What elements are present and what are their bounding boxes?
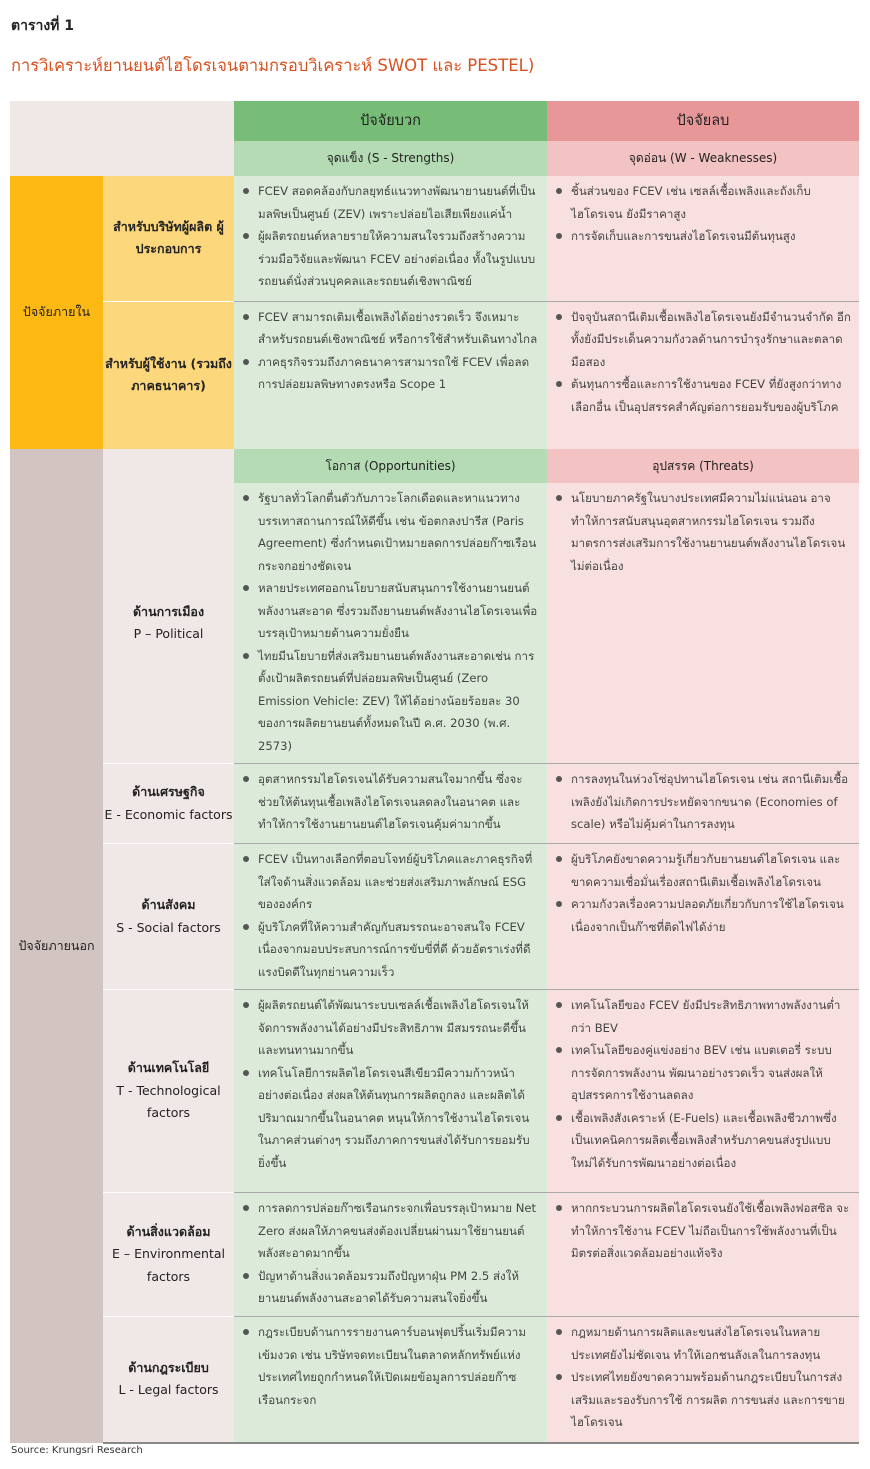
list-item: กฎระเบียบด้านการรายงานคาร์บอนฟุตปริ้นเริ่มมีความเข้มงวด เช่น บริษัทจดทะเบียนในตลาดหลักทรัพย์แห่งประเทศไทยถูกกำหนดให้เปิดเผยข้อมูลการปล่อยก๊าซเรือนกระจก: [258, 1321, 539, 1411]
list-item: ปัจจุบันสถานีเติมเชื้อเพลิงไฮโดรเจนยังมีจำนวนจำกัด อีกทั้งยังมีประเด็นความกังวลด้านการบำรุงรักษาและตลาดมือสอง: [571, 306, 851, 374]
header-weaknesses: จุดอ่อน (W - Weaknesses): [547, 141, 859, 176]
threats-cell: [547, 764, 859, 844]
factor-title: ด้านเทคโนโลยี: [127, 1060, 210, 1076]
factor-title: ด้านสังคม: [141, 897, 196, 912]
opportunities-cell-list: [234, 1197, 547, 1310]
header-negative: ปัจจัยลบ: [547, 101, 859, 141]
opportunities-cell: [234, 844, 547, 990]
list-item: ต้นทุนการซื้อและการใช้งานของ FCEV ที่ยังสูงกว่าทางเลือกอื่น เป็นอุปสรรคสำคัญต่อการยอมรับของผู้บริโภค: [571, 373, 851, 418]
list-item: ไทยมีนโยบายที่ส่งเสริมยานยนต์พลังงานสะอาดเช่น การตั้งเป้าผลิตรถยนต์ที่ปล่อยมลพิษเป็นศูนย์ (Zero Emission Vehicle: ZEV) ให้ได้อย่างน้อยร้อยละ 30 ของการผลิตยานยนต์ทั้งหมดในปี ค.ศ. 2030 (พ.ศ. 2573): [258, 645, 539, 758]
opportunities-cell-list: [234, 848, 547, 983]
threats-cell-list: [547, 768, 859, 836]
opportunities-cell-list: [234, 994, 547, 1174]
threats-cell-list: [547, 1321, 859, 1434]
factor-title: ด้านเศรษฐกิจ: [132, 784, 205, 799]
threats-cell: [547, 1193, 859, 1317]
factor-label: [103, 1317, 234, 1443]
opportunities-cell: [234, 1317, 547, 1443]
header-threats: อุปสรรค (Threats): [547, 449, 859, 483]
list-item: การลดการปล่อยก๊าซเรือนกระจกเพื่อบรรลุเป้าหมาย Net Zero ส่งผลให้ภาคขนส่งต้องเปลี่ยนผ่านมาใช้ยานยนต์พลังสะอาดมากขึ้น: [258, 1197, 539, 1265]
list-item: ชิ้นส่วนของ FCEV เช่น เซลล์เชื้อเพลิงและถังเก็บไฮโดรเจน ยังมีราคาสูง: [571, 180, 851, 225]
list-item: หากกระบวนการผลิตไฮโดรเจนยังใช้เชื้อเพลิงฟอสซิล จะทำให้การใช้งาน FCEV ไม่ถือเป็นการใช้พลังงานที่เป็นมิตรต่อสิ่งแวดล้อมอย่างแท้จริง: [571, 1197, 851, 1265]
list-item: ภาคธุรกิจรวมถึงภาคธนาคารสามารถใช้ FCEV เพื่อลดการปล่อยมลพิษทางตรงหรือ Scope 1: [258, 351, 539, 396]
list-item: FCEV เป็นทางเลือกที่ตอบโจทย์ผู้บริโภคและภาคธุรกิจที่ใส่ใจด้านสิ่งแวดล้อม และช่วยส่งเสริมภาพลักษณ์ ESG ขององค์กร: [258, 848, 539, 916]
factor-label: [103, 764, 234, 844]
list-item: การจัดเก็บและการขนส่งไฮโดรเจนมีต้นทุนสูง: [571, 225, 851, 248]
list-item: อุตสาหกรรมไฮโดรเจนได้รับความสนใจมากขึ้น ซึ่งจะช่วยให้ต้นทุนเชื้อเพลิงไฮโดรเจนลดลงในอนาคต และทำให้การใช้งานยานยนต์ไฮโดรเจนคุ้มค่ามากขึ้น: [258, 768, 539, 836]
list-item: ประเทศไทยยังขาดความพร้อมด้านกฎระเบียบในการส่งเสริมและรองรับการใช้ การผลิต การขนส่ง และการขายไฮโดรเจน: [571, 1366, 851, 1434]
list-item: เชื้อเพลิงสังเคราะห์ (E-Fuels) และเชื้อเพลิงชีวภาพซึ่งเป็นเทคนิคการผลิตเชื้อเพลิงสำหรับภาคขนส่งรูปแบบใหม่ได้รับการพัฒนาอย่างต่อเนื่อง: [571, 1107, 851, 1175]
factor-code: L - Legal factors: [118, 1382, 219, 1398]
table-title: การวิเคราะห์ยานยนต์ไฮโดรเจนตามกรอบวิเคราะห์ SWOT และ PESTEL): [11, 56, 535, 75]
list-item: นโยบายภาครัฐในบางประเทศมีความไม่แน่นอน อาจทำให้การสนับสนุนอุตสาหกรรมไฮโดรเจน รวมถึงมาตรการส่งเสริมการใช้งานยานยนต์พลังงานไฮโดรเจนไม่ต่อเนื่อง: [571, 487, 851, 577]
list-item: FCEV สามารถเติมเชื้อเพลิงได้อย่างรวดเร็ว จึงเหมาะสำหรับรถยนต์เชิงพาณิชย์ หรือการใช้สำหรับเดินทางไกล: [258, 306, 539, 351]
factor-label: [103, 844, 234, 990]
list-item: เทคโนโลยีของคู่แข่งอย่าง BEV เช่น แบตเตอรี่ ระบบการจัดการพลังงาน พัฒนาอย่างรวดเร็ว จนส่งผลให้อุปสรรคการใช้งานลดลง: [571, 1039, 851, 1107]
factor-title: สำหรับบริษัทผู้ผลิต ผู้ประกอบการ: [113, 218, 224, 257]
list-item: ความกังวลเรื่องความปลอดภัยเกี่ยวกับการใช้ไฮโดรเจน เนื่องจากเป็นก๊าซที่ติดไฟได้ง่าย: [571, 893, 851, 938]
factor-code: P – Political: [133, 626, 204, 641]
list-item: ผู้บริโภคที่ให้ความสำคัญกับสมรรถนะอาจสนใจ FCEV เนื่องจากมอบประสบการณ์การขับขี่ที่ดี ด้วยอัตราเร่งที่ดีแรงบิดดีในทุกย่านความเร็ว: [258, 916, 539, 984]
weaknesses-cell-list: [547, 306, 859, 419]
weaknesses-cell: [547, 176, 859, 301]
opportunities-cell-list: [234, 487, 547, 757]
factor-label: [103, 1193, 234, 1317]
list-item: กฎหมายด้านการผลิตและขนส่งไฮโดรเจนในหลายประเทศยังไม่ชัดเจน ทำให้เอกชนลังเลในการลงทุน: [571, 1321, 851, 1366]
factor-title: ด้านการเมือง: [132, 603, 205, 619]
opportunities-cell-list: [234, 768, 547, 836]
group-external: ปัจจัยภายนอก: [10, 449, 103, 1443]
factor-label: [103, 176, 234, 301]
factor-title: ด้านสิ่งแวดล้อม: [126, 1223, 211, 1239]
threats-cell: [547, 990, 859, 1193]
header-opportunities: โอกาส (Opportunities): [234, 449, 547, 483]
list-item: ผู้ผลิตรถยนต์หลายรายให้ความสนใจรวมถึงสร้างความร่วมมือวิจัยและพัฒนา FCEV อย่างต่อเนื่อง ทั้งในรูปแบบรถยนต์นั่งส่วนบุคคลและรถยนต์เชิงพาณิชย์: [258, 225, 539, 293]
list-item: การลงทุนในห่วงโซ่อุปทานไฮโดรเจน เช่น สถานีเติมเชื้อเพลิงยังไม่เกิดการประหยัดจากขนาด (Economies of scale) หรือไม่คุ้มค่าในการลงทุน: [571, 768, 851, 836]
factor-code: T - Technological factors: [116, 1082, 221, 1121]
list-item: ผู้ผลิตรถยนต์ได้พัฒนาระบบเซลล์เชื้อเพลิงไฮโดรเจนให้จัดการพลังงานได้อย่างมีประสิทธิภาพ มีสมรรถนะดีขึ้นและทนทานมากขึ้น: [258, 994, 539, 1062]
list-item: เทคโนโลยีของ FCEV ยังมีประสิทธิภาพทางพลังงานต่ำกว่า BEV: [571, 994, 851, 1039]
threats-cell-list: [547, 487, 859, 577]
group-internal: ปัจจัยภายใน: [10, 176, 103, 449]
header-blank-external: [103, 449, 234, 483]
list-item: FCEV สอดคล้องกับกลยุทธ์แนวทางพัฒนายานยนต์ที่เป็นมลพิษเป็นศูนย์ (ZEV) เพราะปล่อยไอเสียเพียงแค่น้ำ: [258, 180, 539, 225]
source-note: Source: Krungsri Research: [11, 1445, 143, 1456]
threats-cell: [547, 483, 859, 764]
list-item: หลายประเทศออกนโยบายสนับสนุนการใช้งานยานยนต์พลังงานสะอาด ซึ่งรวมถึงยานยนต์พลังงานไฮโดรเจนเพื่อบรรลุเป้าหมายด้านความยั่งยืน: [258, 577, 539, 645]
strengths-cell: [234, 301, 547, 449]
factor-label: [103, 990, 234, 1193]
opportunities-cell: [234, 1193, 547, 1317]
weaknesses-cell-list: [547, 180, 859, 248]
list-item: รัฐบาลทั่วโลกตื่นตัวกับภาวะโลกเดือดและหาแนวทางบรรเทาสถานการณ์ให้ดีขึ้น เช่น ข้อตกลงปารีส (Paris Agreement) ซึ่งกำหนดเป้าหมายลดการปล่อยก๊าซเรือนกระจกอย่างชัดเจน: [258, 487, 539, 577]
strengths-cell: [234, 176, 547, 301]
header-strengths: จุดแข็ง (S - Strengths): [234, 141, 547, 176]
weaknesses-cell: [547, 301, 859, 449]
list-item: ปัญหาด้านสิ่งแวดล้อมรวมถึงปัญหาฝุ่น PM 2.5 ส่งให้ยานยนต์พลังงานสะอาดได้รับความสนใจยิ่งขึ้น: [258, 1265, 539, 1310]
factor-label: [103, 301, 234, 449]
list-item: เทคโนโลยีการผลิตไฮโดรเจนสีเขียวมีความก้าวหน้าอย่างต่อเนื่อง ส่งผลให้ต้นทุนการผลิตถูกลง และผลิตได้ปริมาณมากขึ้นในอนาคต หนุนให้การใช้งานไฮโดรเจนในภาคส่วนต่างๆ รวมถึงภาคการขนส่งได้รับการยอมรับยิ่งขึ้น: [258, 1062, 539, 1175]
factor-title: ด้านกฎระเบียบ: [128, 1359, 209, 1375]
opportunities-cell: [234, 764, 547, 844]
opportunities-cell-list: [234, 1321, 547, 1411]
table-label: ตารางที่ 1: [11, 18, 75, 34]
threats-cell-list: [547, 994, 859, 1174]
factor-code: E - Economic factors: [104, 806, 233, 822]
list-item: ผู้บริโภคยังขาดความรู้เกี่ยวกับยานยนต์ไฮโดรเจน และขาดความเชื่อมั่นเรื่องสถานีเติมเชื้อเพลิงไฮโดรเจน: [571, 848, 851, 893]
threats-cell-list: [547, 848, 859, 938]
header-blank: [10, 101, 234, 176]
factor-label: [103, 483, 234, 764]
strengths-cell-list: [234, 180, 547, 293]
opportunities-cell: [234, 990, 547, 1193]
threats-cell-list: [547, 1197, 859, 1265]
threats-cell: [547, 1317, 859, 1443]
strengths-cell-list: [234, 306, 547, 396]
factor-code: S - Social factors: [116, 919, 221, 935]
factor-title: สำหรับผู้ใช้งาน (รวมถึงภาคธนาคาร): [105, 355, 232, 394]
threats-cell: [547, 844, 859, 990]
header-positive: ปัจจัยบวก: [234, 101, 547, 141]
opportunities-cell: [234, 483, 547, 764]
factor-code: E – Environmental factors: [111, 1246, 226, 1284]
swot-pestel-table: [10, 101, 859, 1444]
